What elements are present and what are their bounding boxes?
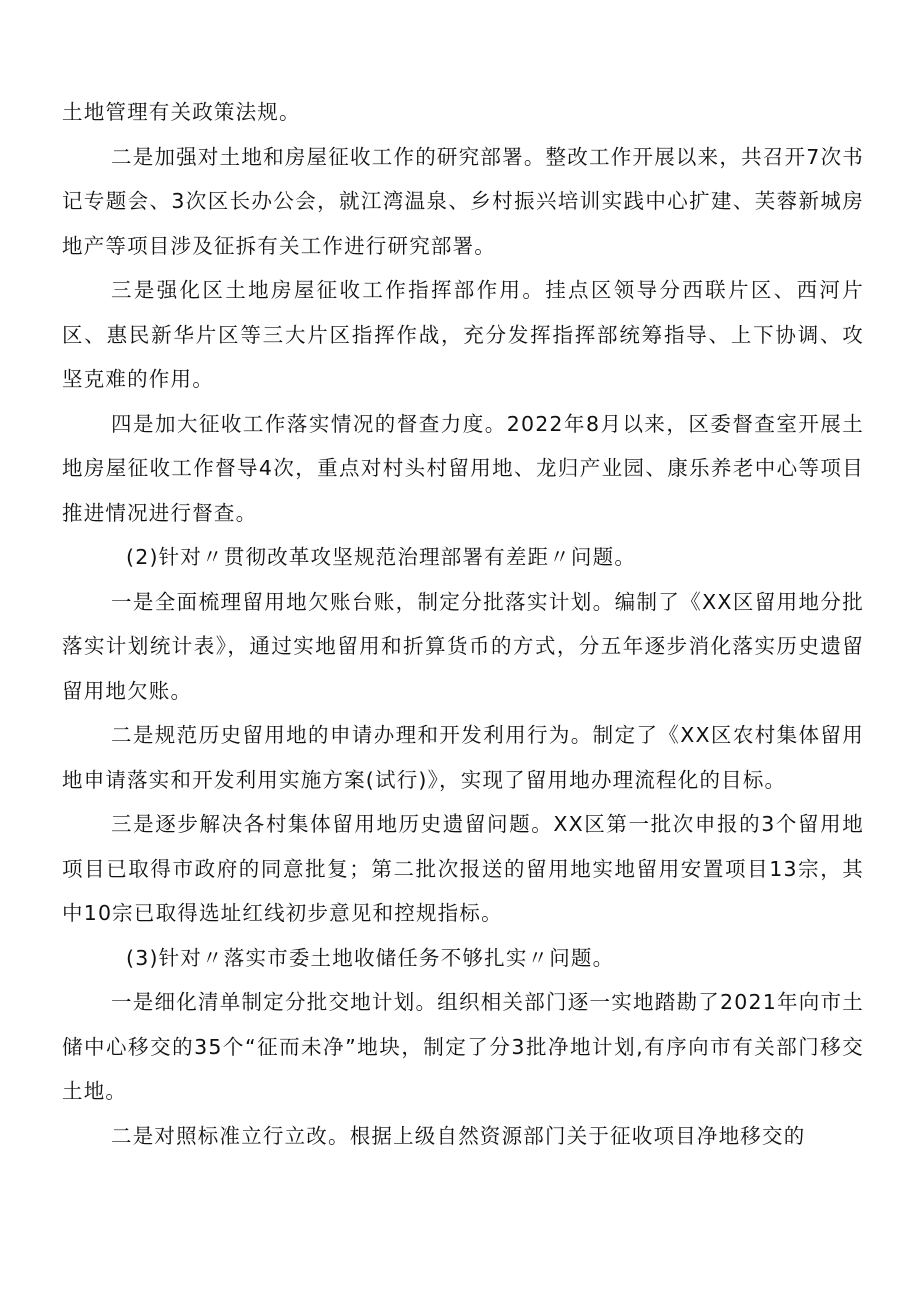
paragraph-standard-rectification: 二是对照标准立行立改。根据上级自然资源部门关于征收项目净地移交的 [111,1123,806,1148]
paragraph-land-delivery-plan: 一是细化清单制定分批交地计划。组织相关部门逐一实地踏勘了2021年向市土储中心移交的35个“征而未净”地块，制定了分3批净地计划,有序向市有关部门移交土地。 [62,990,864,1103]
paragraph-research-deployment: 二是加强对土地和房屋征收工作的研究部署。整改工作开展以来，共召开7次书记专题会、3次区长办公会，就江湾温泉、乡村振兴培训实践中心扩建、芙蓉新城房地产等项目涉及征拆有关工作进行研究部署。 [62,144,864,258]
paragraph-retained-land-ledger: 一是全面梳理留用地欠账台账，制定分批落实计划。编制了《XX区留用地分批落实计划统计表》，通过实地留用和折算货币的方式，分五年逐步消化落实历史遗留留用地欠账。 [62,589,864,703]
paragraph-land-policy-tail: 土地管理有关政策法规。 [62,100,301,124]
document-body [62,90,864,1158]
paragraph-command-headquarters: 三是强化区土地房屋征收工作指挥部作用。挂点区领导分西联片区、西河片区、惠民新华片区等三大片区指挥作战，充分发挥指挥部统筹指导、上下协调、攻坚克难的作用。 [62,278,864,391]
paragraph-retained-land-regulation: 二是规范历史留用地的申请办理和开发利用行为。制定了《XX区农村集体留用地申请落实和开发利用实施方案(试行)》，实现了留用地办理流程化的目标。 [62,723,864,792]
section-heading-2: (2)针对〃贯彻改革攻坚规范治理部署有差距〃问题。 [126,545,637,569]
paragraph-supervision: 四是加大征收工作落实情况的督查力度。2022年8月以来，区委督查室开展土地房屋征收工作督导4次，重点对村头村留用地、龙归产业园、康乐养老中心等项目推进情况进行督查。 [62,411,864,525]
section-heading-3: (3)针对〃落实市委土地收储任务不够扎实〃问题。 [126,945,615,970]
paragraph-historical-issues: 三是逐步解决各村集体留用地历史遗留问题。XX区第一批次申报的3个留用地项目已取得市政府的同意批复；第二批次报送的留用地实地留用安置项目13宗，其中10宗已取得选址红线初步意见和控规指标。 [62,812,864,925]
